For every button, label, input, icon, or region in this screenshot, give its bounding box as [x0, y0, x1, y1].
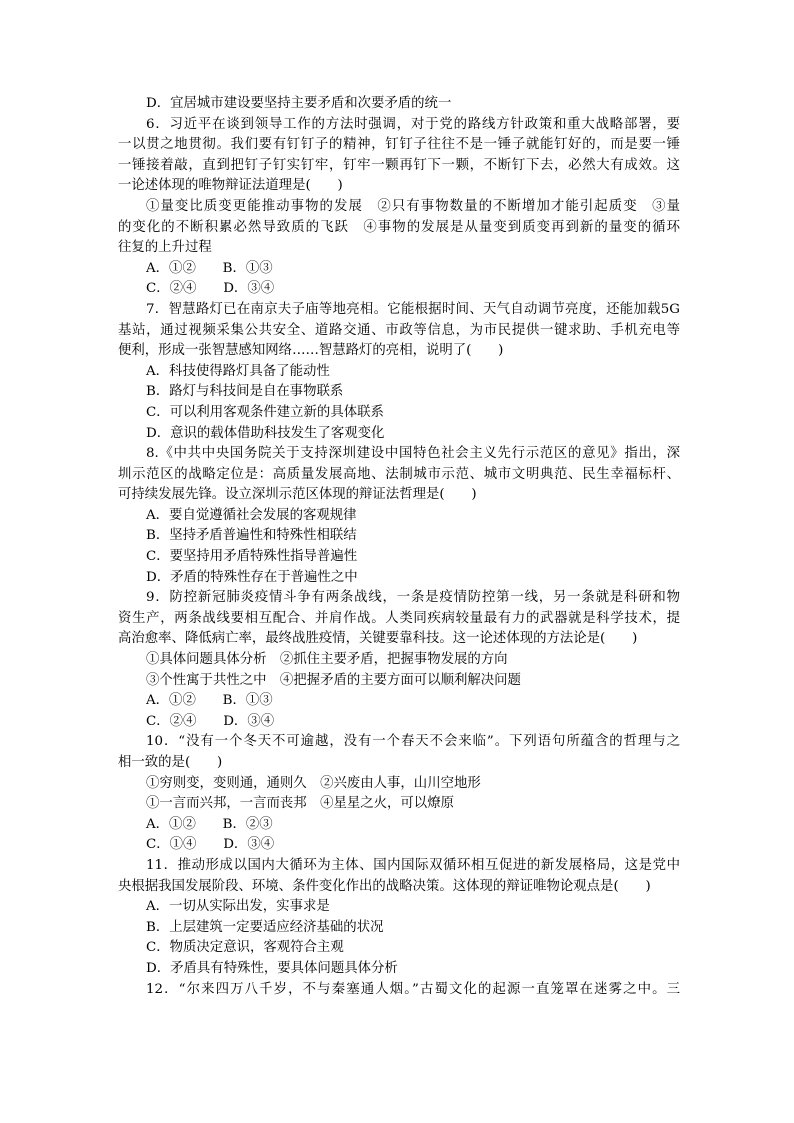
text-line: 高治愈率、降低病亡率，最终战胜疫情，关键要靠科技。这一论述体现的方法论是( ) — [118, 631, 638, 647]
text-line: 圳示范区的战略定位是：高质量发展高地、法制城市示范、城市文明典范、民生幸福标杆、 — [118, 466, 680, 482]
text-line: 11．推动形成以国内大循环为主体、国内国际双循环相互促进的新发展格局，这是党中 — [146, 857, 680, 873]
text-line: A．科技使得路灯具备了能动性 — [146, 363, 330, 379]
text-line: A．①② B．①③ — [146, 693, 273, 709]
text-line: 可持续发展先锋。设立深圳示范区体现的辩证法哲理是( ) — [118, 487, 477, 503]
text-line: ①具体问题具体分析 ②抓住主要矛盾，把握事物发展的方向 — [146, 652, 508, 668]
text-line: D．意识的载体借助科技发生了客观变化 — [146, 425, 385, 441]
text-line: D．矛盾的特殊性存在于普遍性之中 — [146, 569, 358, 585]
text-line: 一以贯之地贯彻。我们要有钉钉子的精神，钉钉子往往不是一锤子就能钉好的，而是要一锤 — [118, 137, 680, 153]
text-line: 资生产，两条战线要相互配合、并肩作战。人类同疾病较量最有力的武器就是科学技术，提 — [118, 610, 680, 626]
text-line: 的变化的不断积累必然导致质的飞跃 ④事物的发展是从量变到质变再到新的量变的循环 — [118, 219, 680, 235]
document-page — [118, 94, 680, 1000]
text-line: 基站，通过视频采集公共安全、道路交通、市政等信息，为市民提供一键求助、手机充电等 — [118, 322, 680, 338]
text-line: ③个性寓于共性之中 ④把握矛盾的主要方面可以顺利解决问题 — [146, 672, 521, 688]
text-line: C．②④ D．③④ — [146, 281, 275, 297]
text-line: 一锤接着敲，直到把钉子钉实钉牢，钉牢一颗再钉下一颗，不断钉下去，必然大有成效。这 — [118, 157, 680, 173]
text-line: A．①② B．②③ — [146, 816, 273, 832]
text-line: ①一言而兴邦，一言而丧邦 ④星星之火，可以燎原 — [146, 796, 454, 812]
text-line: 6．习近平在谈到领导工作的方法时强调，对于党的路线方针政策和重大战略部署，要 — [146, 116, 680, 132]
text-line: 12．“尔来四万八千岁，不与秦塞通人烟。”古蜀文化的起源一直笼罩在迷雾之中。三 — [146, 981, 680, 997]
text-line: ①穷则变，变则通，通则久 ②兴废由人事，山川空地形 — [146, 775, 481, 791]
text-line: B．上层建筑一定要适应经济基础的状况 — [146, 919, 384, 935]
text-line: 相一致的是( ) — [118, 755, 223, 770]
text-line: B．坚持矛盾普遍性和特殊性相联结 — [146, 528, 357, 544]
text-line: 往复的上升过程 — [118, 240, 212, 256]
text-line: 8.《中共中央国务院关于支持深圳建设中国特色社会主义先行示范区的意见》指出，深 — [146, 446, 680, 462]
text-line: D．宜居城市建设要坚持主要矛盾和次要矛盾的统一 — [146, 96, 452, 111]
text-line: B．路灯与科技间是自在事物联系 — [146, 384, 344, 400]
text-line: C．要坚持用矛盾特殊性指导普遍性 — [146, 549, 358, 565]
text-line: 7．智慧路灯已在南京夫子庙等地亮相。它能根据时间、天气自动调节亮度，还能加载5G — [146, 301, 680, 317]
text-line: ①量变比质变更能推动事物的发展 ②只有事物数量的不断增加才能引起质变 ③量 — [146, 198, 680, 214]
text-line: C．可以利用客观条件建立新的具体联系 — [146, 404, 384, 420]
text-line: 便利，形成一张智慧感知网络……智慧路灯的亮相，说明了( ) — [118, 343, 504, 359]
text-line: 9．防控新冠肺炎疫情斗争有两条战线，一条是疫情防控第一线，另一条就是科研和物 — [146, 590, 680, 606]
text-line: C．物质决定意识，客观符合主观 — [146, 940, 344, 956]
text-line: A．①② B．①③ — [146, 260, 273, 276]
text-line: 央根据我国发展阶段、环境、条件变化作出的战略决策。这体现的辩证唯物论观点是( ) — [118, 878, 651, 894]
text-line: A．要自觉遵循社会发展的客观规律 — [146, 507, 357, 523]
text-line: A．一切从实际出发，实事求是 — [146, 899, 330, 915]
text-line: 一论述体现的唯物辩证法道理是( ) — [118, 178, 343, 194]
text-line: C．②④ D．③④ — [146, 713, 275, 729]
text-line: D．矛盾具有特殊性，要具体问题具体分析 — [146, 960, 398, 976]
text-line: C．①④ D．③④ — [146, 837, 275, 853]
text-line: 10．“没有一个冬天不可逾越，没有一个春天不会来临”。下列语句所蕴含的哲理与之 — [146, 734, 680, 750]
